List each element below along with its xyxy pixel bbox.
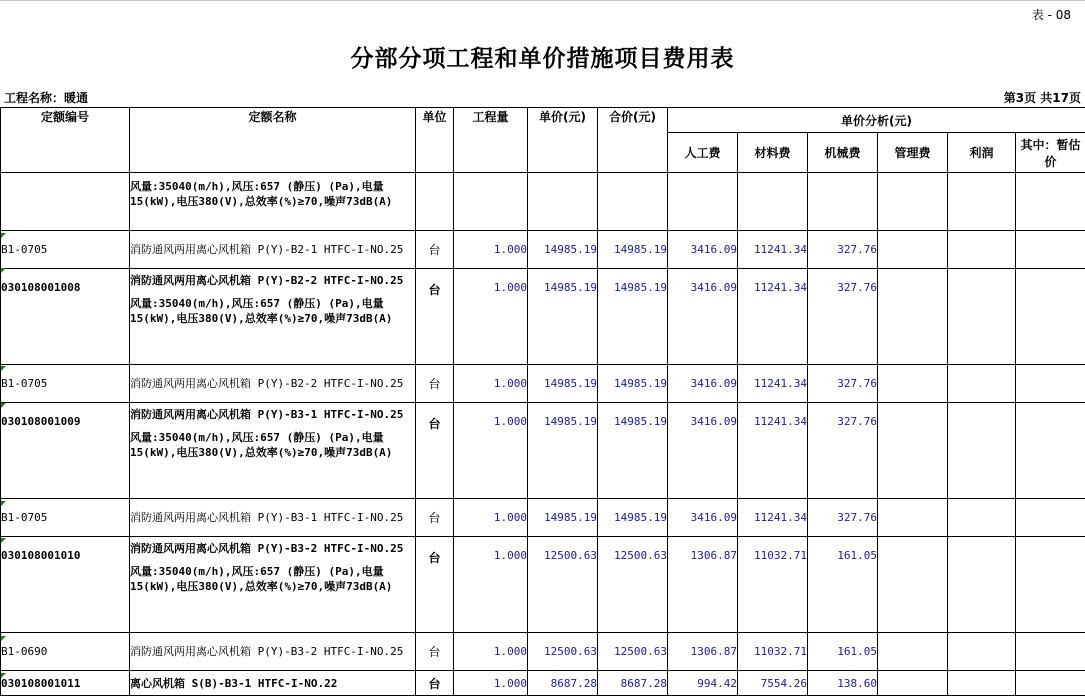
cell-material[interactable] [738, 173, 808, 231]
cell-labor[interactable]: 3416.09 [668, 269, 738, 365]
cell-material[interactable]: 11241.34 [738, 499, 808, 537]
table-row [1, 365, 1085, 403]
cell-unit[interactable]: 台 [416, 499, 454, 537]
cell-total-price[interactable]: 14985.19 [598, 365, 668, 403]
cell-unit[interactable]: 台 [416, 231, 454, 269]
cell-management[interactable] [878, 633, 948, 671]
cell-management[interactable] [878, 537, 948, 633]
item-spec: 风量:35040(m/h),风压:657 (静压) (Pa),电量 15(kW),电压380(V),总效率(%)≥70,噪声73dB(A) [130, 431, 393, 459]
cell-profit[interactable] [948, 537, 1016, 633]
cell-code[interactable]: 030108001010 [1, 537, 130, 633]
item-spec: 风量:35040(m/h),风压:657 (静压) (Pa),电量 15(kW),电压380(V),总效率(%)≥70,噪声73dB(A) [130, 565, 393, 593]
cell-unit[interactable]: 台 [416, 537, 454, 633]
table-row [1, 231, 1085, 269]
project-name: 工程名称：暖通 [4, 91, 89, 105]
cell-comment-marker [1, 501, 6, 506]
cell-profit[interactable] [948, 633, 1016, 671]
header-price-analysis: 单价分析(元) [668, 108, 1085, 133]
table-row [1, 403, 1085, 499]
cell-profit[interactable] [948, 231, 1016, 269]
cell-quantity[interactable]: 1.000 [454, 499, 528, 537]
cell-unit-price[interactable]: 12500.63 [528, 537, 598, 633]
page-count: 第3页 共17页 [1003, 91, 1081, 105]
table-row [1, 173, 1085, 231]
cell-unit[interactable]: 台 [416, 671, 454, 696]
cell-comment-marker [1, 233, 6, 238]
cell-material[interactable]: 7554.26 [738, 671, 808, 696]
cell-code[interactable]: 030108001009 [1, 403, 130, 499]
cell-name[interactable] [130, 269, 416, 365]
cell-machine[interactable] [808, 173, 878, 231]
header-machine: 机械费 [808, 133, 878, 173]
cell-name[interactable]: 消防通风两用离心风机箱 P(Y)-B2-1 HTFC-I-NO.25 [130, 231, 416, 269]
cell-quantity[interactable]: 1.000 [454, 365, 528, 403]
cell-machine[interactable]: 327.76 [808, 269, 878, 365]
header-labor: 人工费 [668, 133, 738, 173]
cell-estimate[interactable] [1016, 671, 1085, 696]
cell-unit[interactable]: 台 [416, 403, 454, 499]
cell-code[interactable]: 030108001008 [1, 269, 130, 365]
cell-estimate[interactable] [1016, 403, 1085, 499]
cell-machine[interactable]: 327.76 [808, 231, 878, 269]
cell-name[interactable]: 离心风机箱 S(B)-B3-1 HTFC-I-NO.22 [130, 671, 416, 696]
cell-labor[interactable]: 994.42 [668, 671, 738, 696]
form-number: 表 - 08 [1031, 8, 1071, 22]
cell-profit[interactable] [948, 499, 1016, 537]
cell-material[interactable]: 11241.34 [738, 231, 808, 269]
cell-comment-marker [1, 636, 6, 641]
cell-comment-marker [1, 673, 6, 678]
cell-estimate[interactable] [1016, 537, 1085, 633]
cell-comment-marker [1, 538, 6, 543]
header-material: 材料费 [738, 133, 808, 173]
cell-machine[interactable]: 327.76 [808, 499, 878, 537]
cell-unit-price[interactable]: 14985.19 [528, 365, 598, 403]
cell-unit[interactable]: 台 [416, 365, 454, 403]
cell-code[interactable]: B1-0705 [1, 499, 130, 537]
cell-quantity[interactable]: 1.000 [454, 231, 528, 269]
cell-estimate[interactable] [1016, 173, 1085, 231]
cell-total-price[interactable] [598, 173, 668, 231]
cell-estimate[interactable] [1016, 231, 1085, 269]
cell-unit-price[interactable]: 14985.19 [528, 269, 598, 365]
item-title: 消防通风两用离心风机箱 P(Y)-B3-2 HTFC-I-NO.25 [130, 542, 404, 555]
cell-unit-price[interactable]: 14985.19 [528, 231, 598, 269]
cell-unit-price[interactable] [528, 173, 598, 231]
cell-code[interactable]: B1-0705 [1, 365, 130, 403]
cell-management[interactable] [878, 671, 948, 696]
cell-management[interactable] [878, 499, 948, 537]
cell-profit[interactable] [948, 269, 1016, 365]
item-spec: 风量:35040(m/h),风压:657 (静压) (Pa),电量 15(kW),电压380(V),总效率(%)≥70,噪声73dB(A) [130, 297, 393, 325]
cell-total-price[interactable]: 14985.19 [598, 499, 668, 537]
cell-code[interactable] [1, 173, 130, 231]
cell-quantity[interactable]: 1.000 [454, 269, 528, 365]
cell-material[interactable]: 11032.71 [738, 537, 808, 633]
cell-labor[interactable]: 1306.87 [668, 537, 738, 633]
cell-management[interactable] [878, 231, 948, 269]
cell-machine[interactable]: 161.05 [808, 537, 878, 633]
cell-labor[interactable]: 3416.09 [668, 403, 738, 499]
cell-machine[interactable]: 138.60 [808, 671, 878, 696]
cell-total-price[interactable]: 12500.63 [598, 633, 668, 671]
cell-total-price[interactable]: 14985.19 [598, 231, 668, 269]
cell-profit[interactable] [948, 365, 1016, 403]
cell-material[interactable]: 11241.34 [738, 365, 808, 403]
cell-profit[interactable] [948, 671, 1016, 696]
cell-unit[interactable] [416, 173, 454, 231]
cell-quantity[interactable]: 1.000 [454, 403, 528, 499]
cell-comment-marker [1, 403, 6, 408]
cell-profit[interactable] [948, 173, 1016, 231]
cell-name[interactable]: 消防通风两用离心风机箱 P(Y)-B3-2 HTFC-I-NO.25 [130, 633, 416, 671]
cell-unit-price[interactable]: 12500.63 [528, 633, 598, 671]
cell-name[interactable]: 消防通风两用离心风机箱 P(Y)-B3-1 HTFC-I-NO.25 [130, 499, 416, 537]
cell-estimate[interactable] [1016, 633, 1085, 671]
header-unit-price: 单价(元) [528, 108, 598, 173]
header-management: 管理费 [878, 133, 948, 173]
cell-comment-marker [1, 366, 6, 371]
cell-machine[interactable]: 161.05 [808, 633, 878, 671]
table-row [1, 671, 1085, 696]
cell-labor[interactable]: 3416.09 [668, 365, 738, 403]
cell-unit[interactable]: 台 [416, 269, 454, 365]
cell-estimate[interactable] [1016, 365, 1085, 403]
cell-quantity[interactable]: 1.000 [454, 537, 528, 633]
cell-estimate[interactable] [1016, 499, 1085, 537]
cell-total-price[interactable]: 14985.19 [598, 403, 668, 499]
cell-material[interactable]: 11241.34 [738, 269, 808, 365]
cell-management[interactable] [878, 403, 948, 499]
header-profit: 利润 [948, 133, 1016, 173]
header-total-price: 合价(元) [598, 108, 668, 173]
cell-total-price[interactable]: 14985.19 [598, 269, 668, 365]
cell-management[interactable] [878, 269, 948, 365]
cell-labor[interactable]: 3416.09 [668, 499, 738, 537]
cell-unit-price[interactable]: 14985.19 [528, 403, 598, 499]
table-row [1, 537, 1085, 633]
cell-material[interactable]: 11032.71 [738, 633, 808, 671]
header-code: 定额编号 [1, 108, 130, 173]
cell-profit[interactable] [948, 403, 1016, 499]
header-unit: 单位 [416, 108, 454, 173]
cell-name[interactable] [130, 173, 416, 231]
table-row [1, 633, 1085, 671]
cell-management[interactable] [878, 365, 948, 403]
table-row [1, 499, 1085, 537]
cell-code[interactable]: B1-0690 [1, 633, 130, 671]
cell-material[interactable]: 11241.34 [738, 403, 808, 499]
header-estimate: 其中：暂估价 [1016, 133, 1085, 173]
item-title: 消防通风两用离心风机箱 P(Y)-B3-1 HTFC-I-NO.25 [130, 408, 404, 421]
cell-unit[interactable]: 台 [416, 633, 454, 671]
cell-name[interactable]: 消防通风两用离心风机箱 P(Y)-B2-2 HTFC-I-NO.25 [130, 365, 416, 403]
cell-name[interactable] [130, 537, 416, 633]
cell-total-price[interactable]: 8687.28 [598, 671, 668, 696]
cell-code[interactable]: 030108001011 [1, 671, 130, 696]
cell-labor[interactable]: 1306.87 [668, 633, 738, 671]
cell-labor[interactable]: 3416.09 [668, 231, 738, 269]
cell-unit-price[interactable]: 8687.28 [528, 671, 598, 696]
cell-machine[interactable]: 327.76 [808, 403, 878, 499]
cell-total-price[interactable]: 12500.63 [598, 537, 668, 633]
header-quantity: 工程量 [454, 108, 528, 173]
cell-name[interactable] [130, 403, 416, 499]
item-title: 消防通风两用离心风机箱 P(Y)-B2-2 HTFC-I-NO.25 [130, 274, 404, 287]
header-name: 定额名称 [130, 108, 416, 173]
cell-quantity[interactable]: 1.000 [454, 671, 528, 696]
cell-comment-marker [1, 268, 6, 273]
cell-unit-price[interactable]: 14985.19 [528, 499, 598, 537]
cell-code[interactable]: B1-0705 [1, 231, 130, 269]
cell-quantity[interactable]: 1.000 [454, 633, 528, 671]
top-gridline [0, 0, 1085, 1]
cell-management[interactable] [878, 173, 948, 231]
table-row [1, 269, 1085, 365]
cost-table [0, 107, 1085, 696]
page-title: 分部分项工程和单价措施项目费用表 [350, 45, 735, 72]
cell-estimate[interactable] [1016, 269, 1085, 365]
cell-quantity[interactable] [454, 173, 528, 231]
item-spec: 风量:35040(m/h),风压:657 (静压) (Pa),电量 15(kW),电压380(V),总效率(%)≥70,噪声73dB(A) [130, 180, 393, 208]
cell-labor[interactable] [668, 173, 738, 231]
cell-machine[interactable]: 327.76 [808, 365, 878, 403]
